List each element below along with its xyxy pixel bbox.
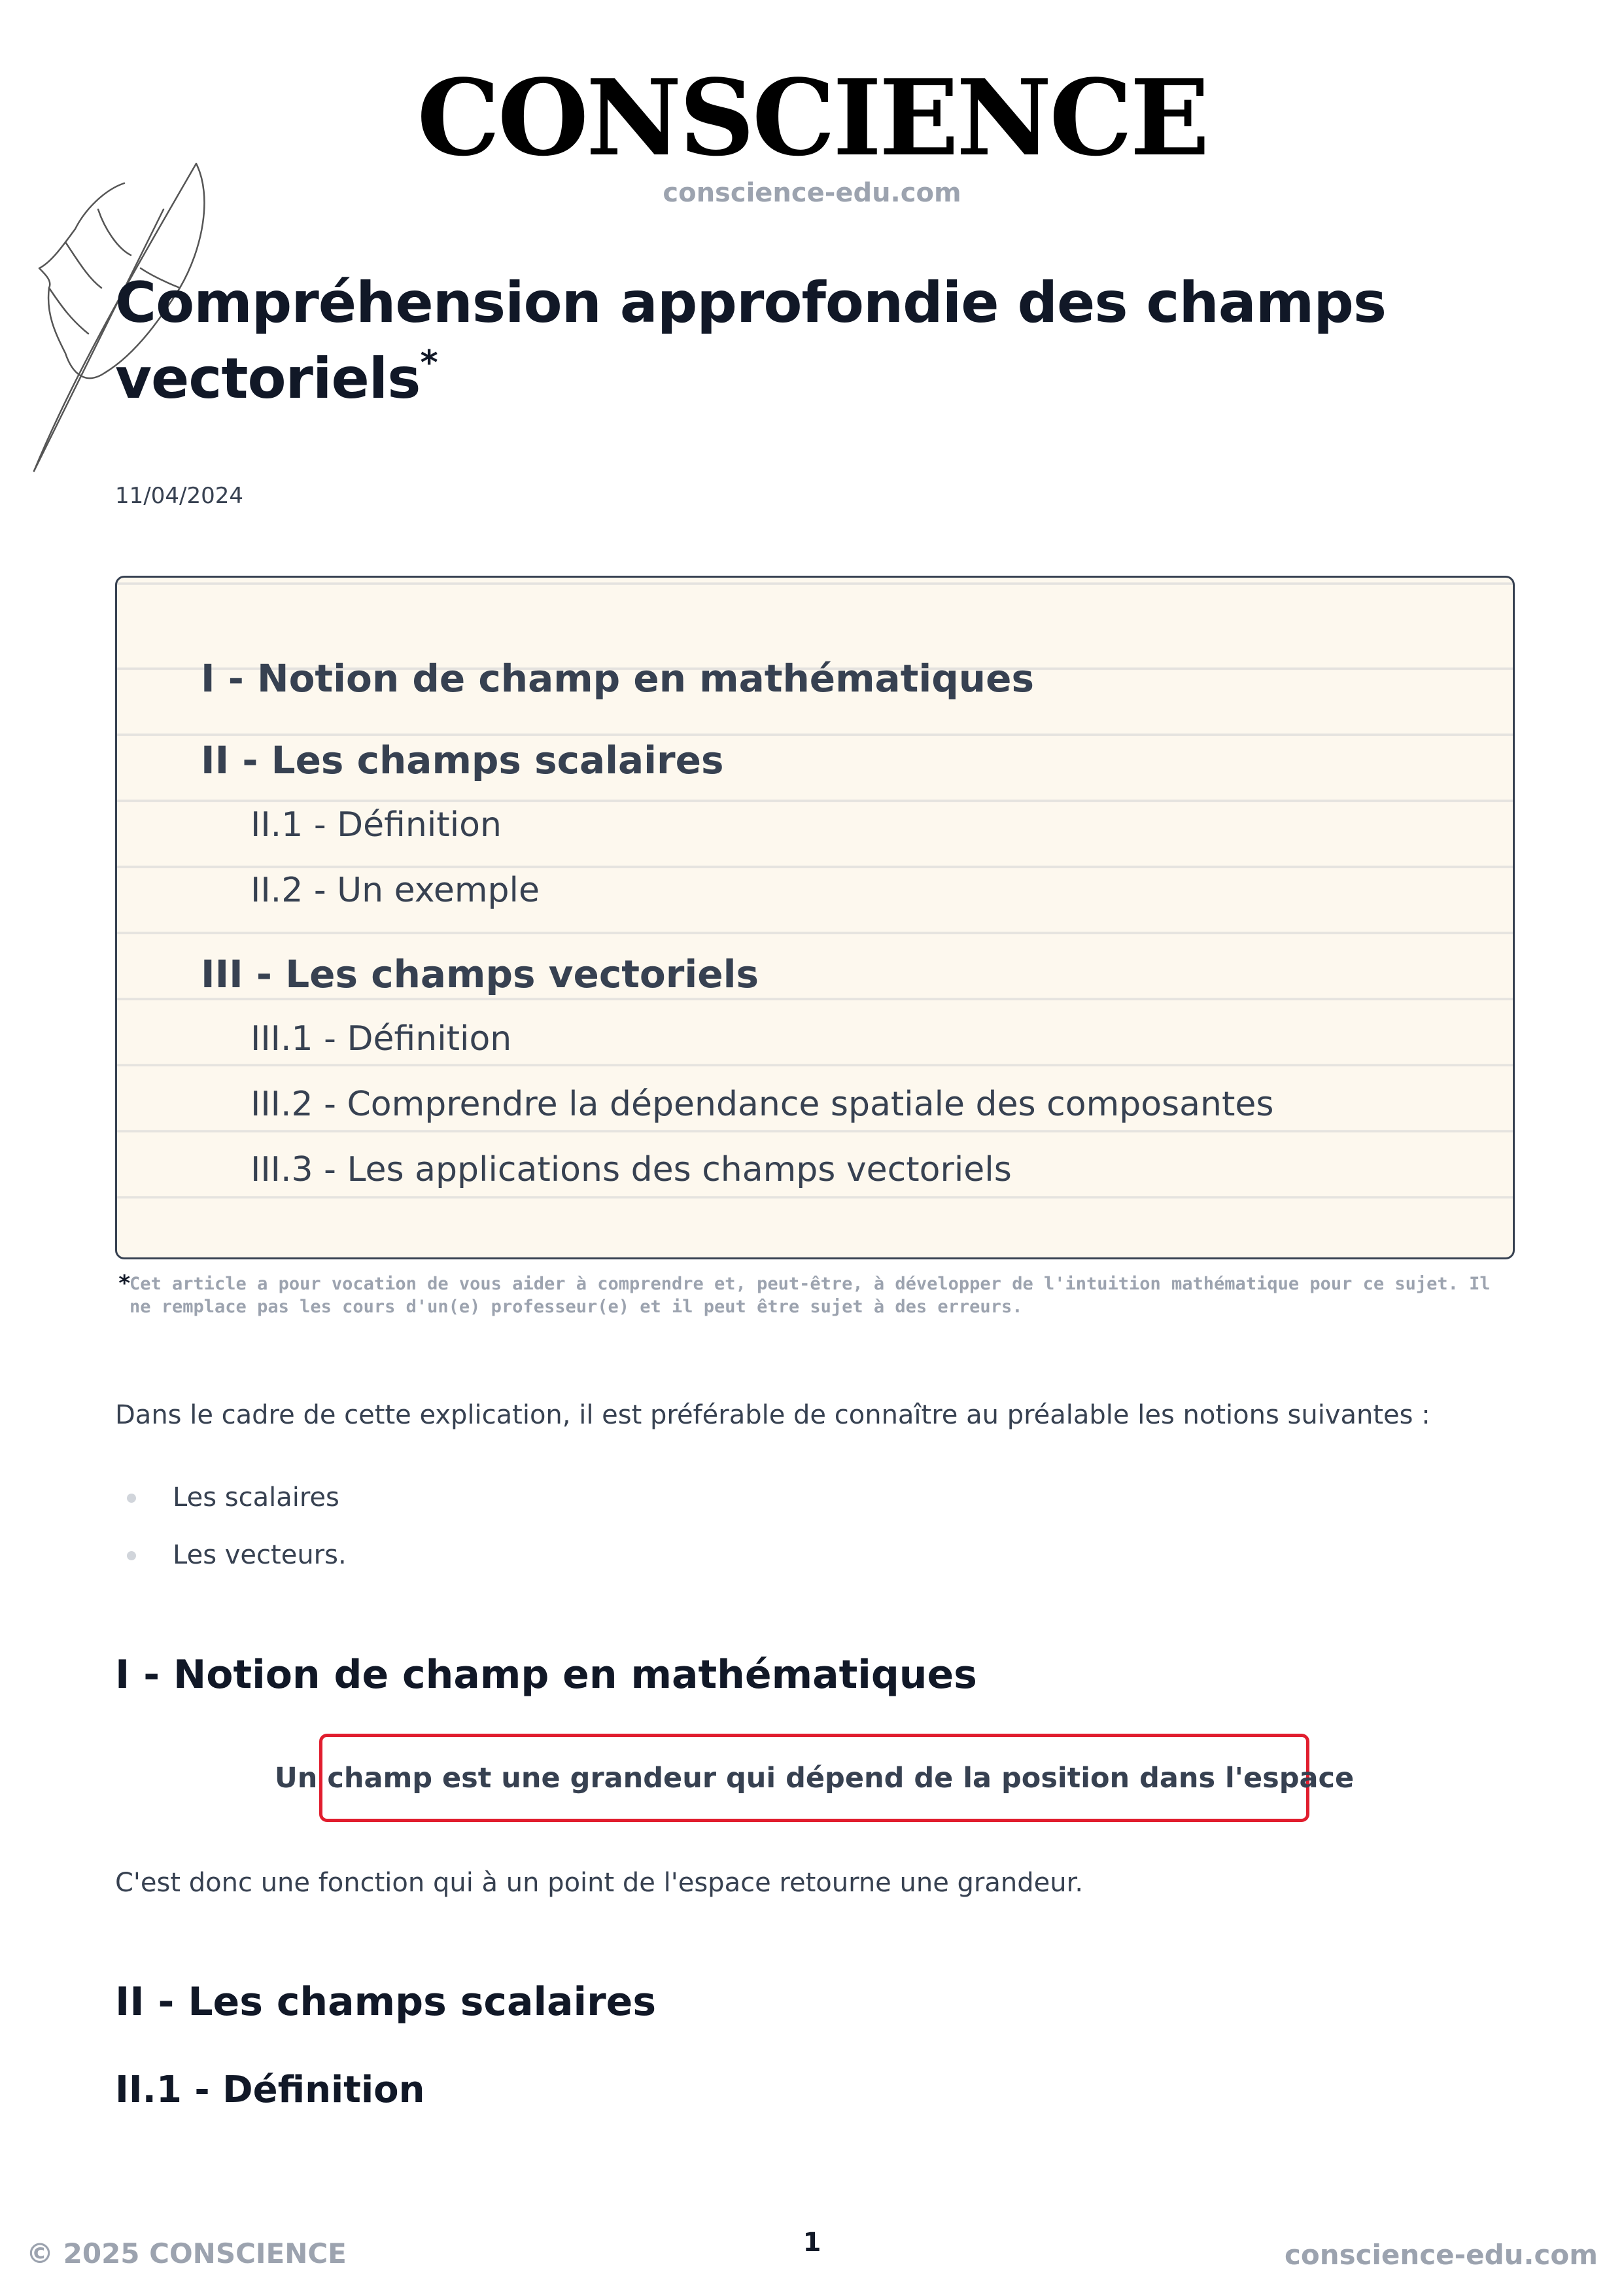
prerequisites-list	[115, 1469, 347, 1584]
title-footnote-mark[interactable]: *	[420, 343, 438, 383]
table-of-contents	[115, 576, 1515, 1259]
list-item: Les vecteurs.	[115, 1526, 347, 1584]
toc-item-section-2-1[interactable]: II.1 - Définition	[251, 805, 502, 845]
toc-item-section-3-2[interactable]: III.2 - Comprendre la dépendance spatiale des composantes	[251, 1085, 1274, 1124]
definition-callout: Un champ est une grandeur qui dépend de la position dans l'espace	[319, 1734, 1309, 1822]
disclaimer-footnote	[118, 1270, 1496, 1318]
article-title	[115, 265, 1521, 417]
section-heading-2: II - Les champs scalaires	[115, 1979, 657, 2025]
brand-url[interactable]: conscience-edu.com	[663, 178, 961, 208]
footnote-mark: *	[118, 1270, 131, 1297]
section-heading-1: I - Notion de champ en mathématiques	[115, 1652, 977, 1698]
section-1-paragraph: C'est donc une fonction qui à un point de l'espace retourne une grandeur.	[115, 1868, 1084, 1898]
subsection-heading-2-1: II.1 - Définition	[115, 2069, 425, 2111]
article-title-text: Compréhension approfondie des champs vectoriels	[115, 270, 1387, 412]
footnote-text: Cet article a pour vocation de vous aider à comprendre et, peut-être, à développer de l'intuition mathématique pour ce sujet. Il ne remplace pas les cours d'un(e) professeur(e) et il peut être sujet à des erreurs.	[130, 1274, 1491, 1317]
intro-paragraph: Dans le cadre de cette explication, il est préférable de connaître au préalable les notions suivantes :	[115, 1400, 1430, 1430]
article-date: 11/04/2024	[115, 483, 243, 509]
page-number: 1	[803, 2228, 821, 2258]
footer-url[interactable]: conscience-edu.com	[1284, 2239, 1598, 2271]
toc-item-section-1[interactable]: I - Notion de champ en mathématiques	[201, 656, 1034, 701]
brand-logo: CONSCIENCE	[417, 56, 1207, 179]
footer-copyright: © 2025 CONSCIENCE	[26, 2237, 347, 2269]
toc-item-section-3-1[interactable]: III.1 - Définition	[251, 1019, 512, 1059]
toc-item-section-3[interactable]: III - Les champs vectoriels	[201, 952, 759, 996]
toc-item-section-2-2[interactable]: II.2 - Un exemple	[251, 871, 540, 910]
toc-item-section-2[interactable]: II - Les champs scalaires	[201, 738, 724, 782]
list-item: Les scalaires	[115, 1469, 347, 1526]
toc-item-section-3-3[interactable]: III.3 - Les applications des champs vectoriels	[251, 1150, 1012, 1189]
